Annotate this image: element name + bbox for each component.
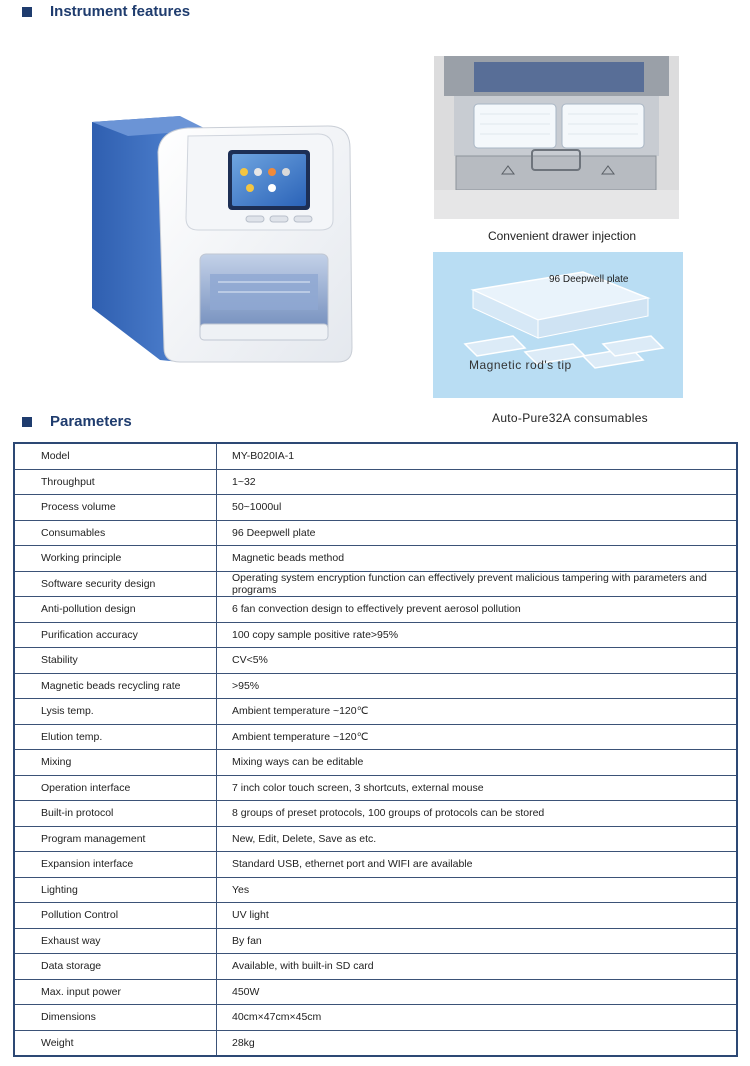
table-row <box>14 954 737 980</box>
param-value: 8 groups of preset protocols, 100 groups of protocols can be stored <box>217 801 738 827</box>
param-name: Dimensions <box>14 1005 217 1031</box>
param-name: Max. input power <box>14 979 217 1005</box>
param-name: Lysis temp. <box>14 699 217 725</box>
param-value: UV light <box>217 903 738 929</box>
table-row <box>14 852 737 878</box>
param-value: 450W <box>217 979 738 1005</box>
param-name: Magnetic beads recycling rate <box>14 673 217 699</box>
plate-label: 96 Deepwell plate <box>549 274 629 285</box>
parameters-title: Parameters <box>50 413 132 430</box>
param-value: Available, with built-in SD card <box>217 954 738 980</box>
table-row <box>14 775 737 801</box>
table-row <box>14 648 737 674</box>
table-row <box>14 750 737 776</box>
drawer-photo <box>434 56 679 219</box>
param-name: Lighting <box>14 877 217 903</box>
table-row <box>14 546 737 572</box>
param-name: Model <box>14 443 217 469</box>
param-name: Purification accuracy <box>14 622 217 648</box>
table-row <box>14 928 737 954</box>
param-value: 96 Deepwell plate <box>217 520 738 546</box>
table-row <box>14 469 737 495</box>
param-value: Ambient temperature ~120℃ <box>217 699 738 725</box>
param-value: Ambient temperature ~120℃ <box>217 724 738 750</box>
table-row <box>14 571 737 597</box>
drawer-caption: Convenient drawer injection <box>487 229 637 243</box>
param-value: 40cm×47cm×45cm <box>217 1005 738 1031</box>
table-row <box>14 979 737 1005</box>
param-name: Throughput <box>14 469 217 495</box>
param-name: Software security design <box>14 571 217 597</box>
table-row <box>14 673 737 699</box>
heading-square-icon <box>22 417 32 427</box>
table-row <box>14 724 737 750</box>
param-name: Built-in protocol <box>14 801 217 827</box>
instrument-image <box>88 112 358 370</box>
param-name: Working principle <box>14 546 217 572</box>
param-value: CV<5% <box>217 648 738 674</box>
consumables-caption: Auto-Pure32A consumables <box>492 411 648 425</box>
param-value: Mixing ways can be editable <box>217 750 738 776</box>
param-value: Yes <box>217 877 738 903</box>
param-name: Pollution Control <box>14 903 217 929</box>
param-value: 100 copy sample positive rate>95% <box>217 622 738 648</box>
param-value: 28kg <box>217 1030 738 1056</box>
param-value: New, Edit, Delete, Save as etc. <box>217 826 738 852</box>
table-row <box>14 699 737 725</box>
param-value: MY-B020IA-1 <box>217 443 738 469</box>
param-value: Standard USB, ethernet port and WIFI are available <box>217 852 738 878</box>
param-value: 6 fan convection design to effectively prevent aerosol pollution <box>217 597 738 623</box>
param-value: 50~1000ul <box>217 495 738 521</box>
table-row <box>14 801 737 827</box>
param-name: Exhaust way <box>14 928 217 954</box>
table-row <box>14 520 737 546</box>
heading-square-icon <box>22 7 32 17</box>
table-row <box>14 597 737 623</box>
param-name: Anti-pollution design <box>14 597 217 623</box>
param-name: Elution temp. <box>14 724 217 750</box>
param-name: Program management <box>14 826 217 852</box>
param-name: Operation interface <box>14 775 217 801</box>
features-heading <box>22 3 190 20</box>
parameters-table <box>13 442 738 1057</box>
table-row <box>14 877 737 903</box>
param-name: Mixing <box>14 750 217 776</box>
param-value: 7 inch color touch screen, 3 shortcuts, external mouse <box>217 775 738 801</box>
table-row <box>14 826 737 852</box>
table-row <box>14 495 737 521</box>
consumables-photo <box>433 252 683 398</box>
param-name: Expansion interface <box>14 852 217 878</box>
table-row <box>14 1005 737 1031</box>
features-title: Instrument features <box>50 3 191 20</box>
tip-label: Magnetic rod's tip <box>469 358 572 372</box>
param-value: 1~32 <box>217 469 738 495</box>
param-name: Weight <box>14 1030 217 1056</box>
param-name: Data storage <box>14 954 217 980</box>
param-value: By fan <box>217 928 738 954</box>
param-value: >95% <box>217 673 738 699</box>
param-name: Process volume <box>14 495 217 521</box>
table-row <box>14 622 737 648</box>
param-name: Consumables <box>14 520 217 546</box>
table-row <box>14 443 737 469</box>
param-value: Magnetic beads method <box>217 546 738 572</box>
parameters-heading <box>22 413 132 430</box>
table-row <box>14 903 737 929</box>
param-value: Operating system encryption function can effectively prevent malicious tampering with parameters and programs <box>217 571 738 597</box>
param-name: Stability <box>14 648 217 674</box>
table-row <box>14 1030 737 1056</box>
